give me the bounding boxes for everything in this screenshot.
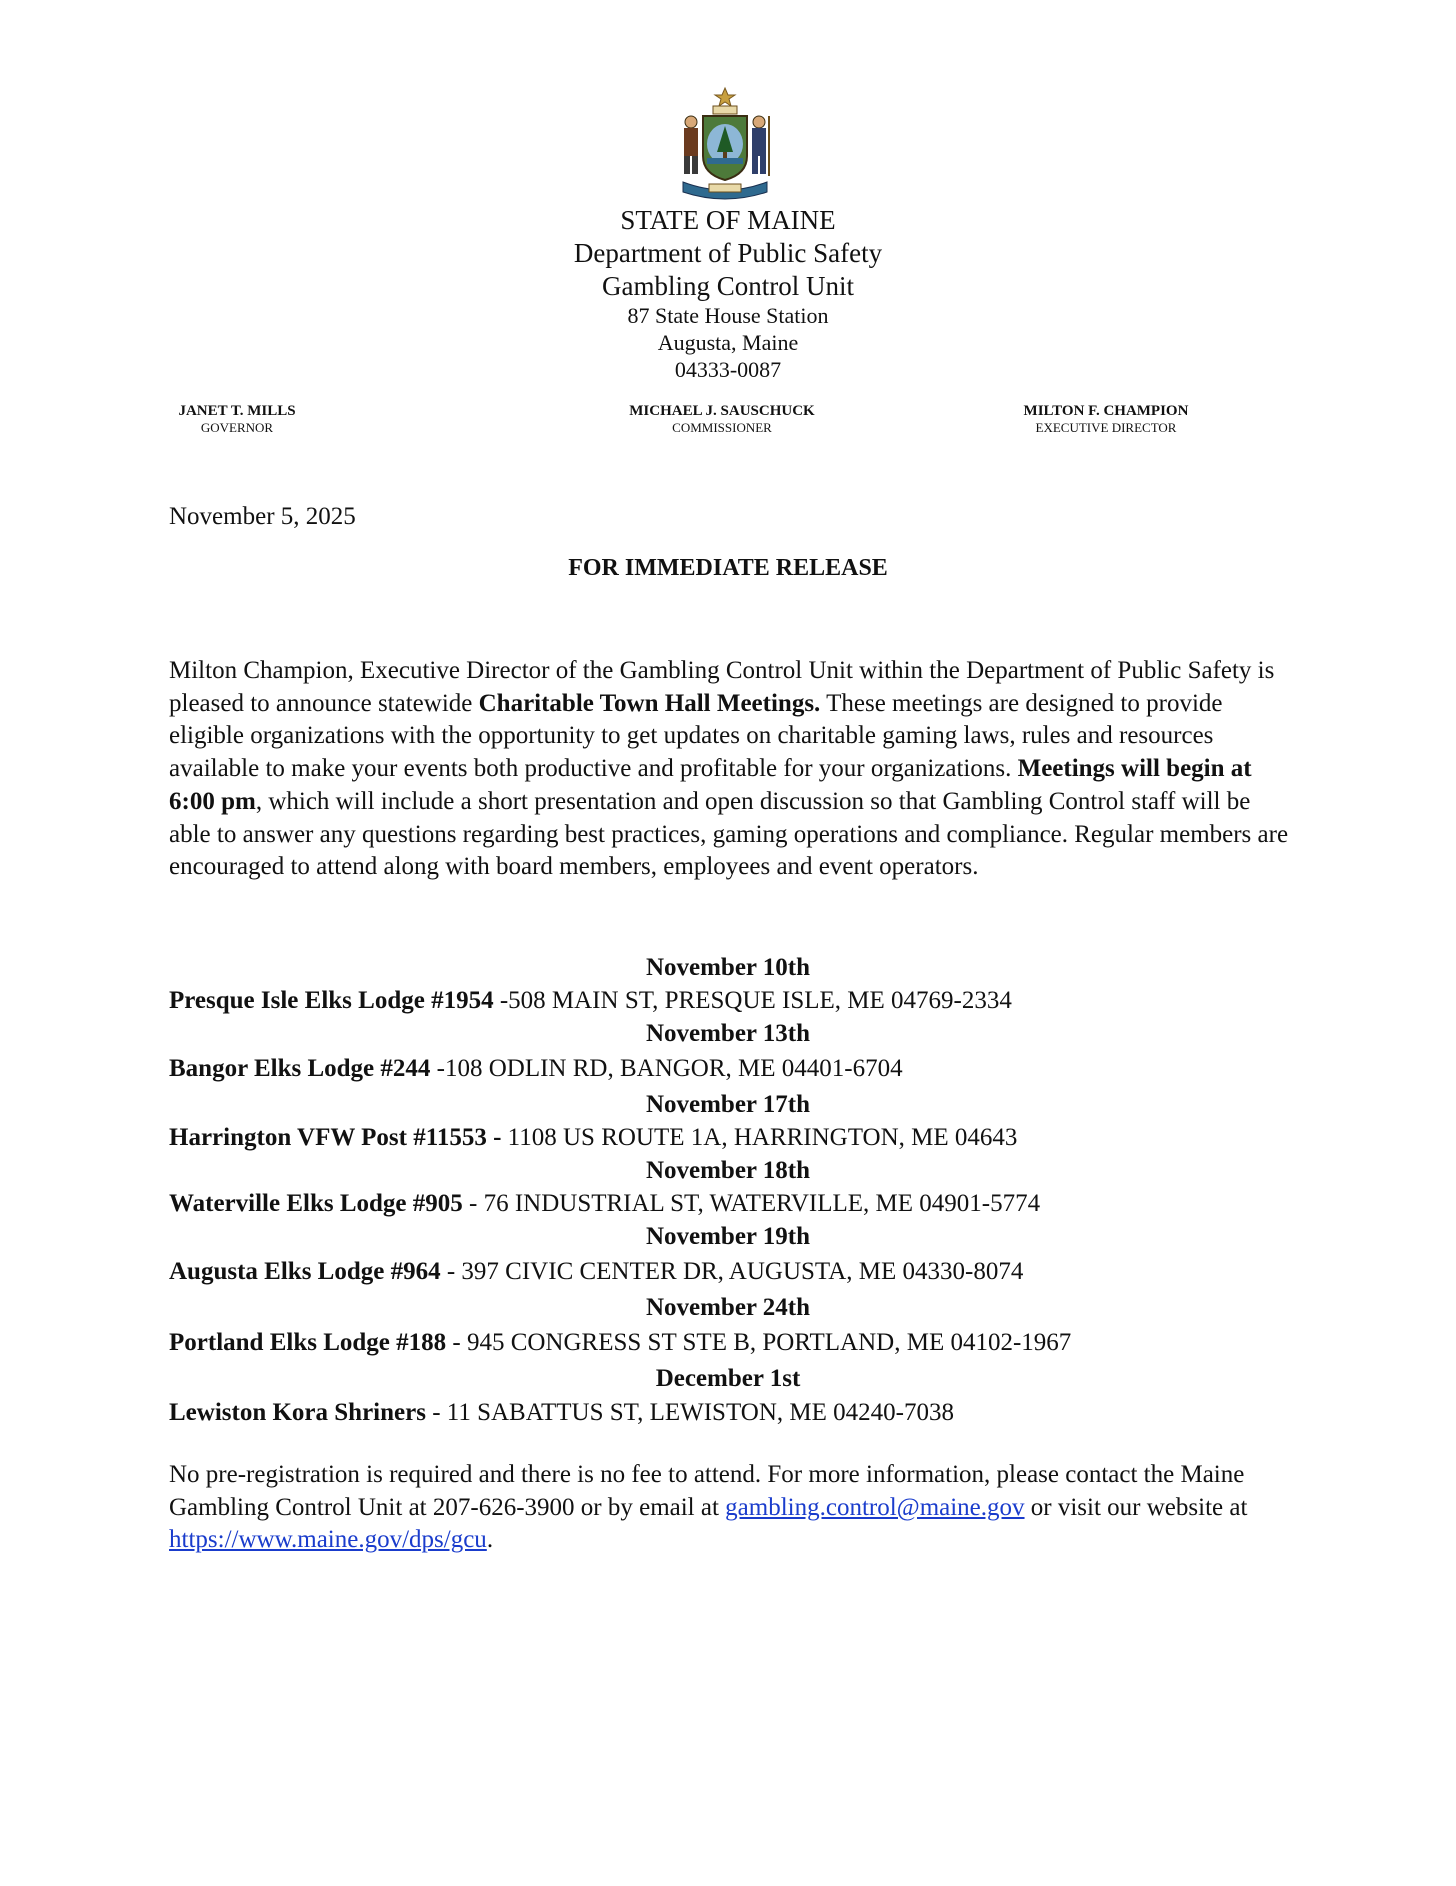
address-line: 04333-0087 [674,357,782,382]
event-venue: Portland Elks Lodge #188 [169,1329,447,1356]
address-line: 87 State House Station [627,303,829,328]
event-address: - 945 CONGRESS ST STE B, PORTLAND, ME 04102-1967 [446,1329,1072,1356]
event-date: November 13th [645,1020,811,1047]
official-title: EXECUTIVE DIRECTOR [1035,420,1177,435]
official-governor [97,402,377,436]
event-location [169,1328,1319,1358]
closing-text: . [486,1526,494,1554]
maine-state-seal-icon [673,86,777,202]
event-location [169,986,1319,1016]
state-name: STATE OF MAINE [620,205,836,235]
event-date: December 1st [655,1365,801,1392]
closing-paragraph [169,1459,1289,1557]
event-address: - 11 SABATTUS ST, LEWISTON, ME 04240-7038 [425,1399,954,1426]
release-heading: FOR IMMEDIATE RELEASE [568,555,888,581]
event-address: - 397 CIVIC CENTER DR, AUGUSTA, ME 04330-8074 [440,1258,1024,1285]
event-date: November 24th [645,1294,811,1321]
release-date: November 5, 2025 [169,503,356,530]
official-executive-director [966,402,1246,436]
event-venue: Harrington VFW Post #11553 - [169,1124,502,1151]
official-title: COMMISSIONER [672,420,772,435]
event-location [169,1189,1319,1219]
official-name: JANET T. MILLS [178,403,296,419]
event-location [169,1398,1319,1428]
event-address: -508 MAIN ST, PRESQUE ISLE, ME 04769-2334 [493,987,1012,1014]
event-venue: Presque Isle Elks Lodge #1954 [169,987,494,1014]
address-line: Augusta, Maine [657,330,799,355]
closing-text: No pre-registration is required and there is no fee to attend. For more information, please contact the Maine Gambling Control Unit at 207-626-3900 or by email at [169,1461,1245,1521]
official-name: MICHAEL J. SAUSCHUCK [629,403,815,419]
event-location [169,1123,1319,1153]
event-date: November 19th [645,1223,811,1250]
intro-text: These meetings are designed to provide eligible organizations with the opportunity to get updates on charitable gaming laws, rules and resources available to make your events both productive and profitable for your organizations. [169,689,1223,783]
intro-text: Milton Champion, Executive Director of the Gambling Control Unit within the Department of Public Safety is pleased to announce statewide [169,657,1275,717]
event-address: 1108 US ROUTE 1A, HARRINGTON, ME 04643 [501,1124,1018,1151]
intro-emphasis: Meetings will begin at 6:00 pm [169,755,1252,815]
event-location [169,1054,1319,1084]
event-address: -108 ODLIN RD, BANGOR, ME 04401-6704 [430,1055,903,1082]
event-address: - 76 INDUSTRIAL ST, WATERVILLE, ME 04901-5774 [462,1190,1041,1217]
official-name: MILTON F. CHAMPION [1023,403,1189,419]
event-venue: Lewiston Kora Shriners [169,1399,426,1426]
closing-text: or visit our website at [1024,1493,1248,1521]
intro-text: , which will include a short presentation and open discussion so that Gambling Control staff will be able to answer any questions regarding best practices, gaming operations and compliance. Regular members are encouraged to attend along with board members, employees and event operators. [169,787,1289,881]
event-date: November 10th [645,954,811,981]
official-title: GOVERNOR [200,420,274,435]
event-venue: Bangor Elks Lodge #244 [169,1055,431,1082]
official-commissioner [582,402,862,436]
event-venue: Augusta Elks Lodge #964 [169,1258,441,1285]
email-link[interactable]: gambling.control@maine.gov [725,1493,1025,1521]
intro-paragraph [169,655,1289,884]
event-date: November 18th [645,1157,811,1184]
event-venue: Waterville Elks Lodge #905 [169,1190,463,1217]
intro-emphasis: Charitable Town Hall Meetings. [478,689,821,717]
event-date: November 17th [645,1091,811,1118]
unit-name: Gambling Control Unit [602,271,854,301]
department-name: Department of Public Safety [573,238,883,268]
event-location [169,1257,1319,1287]
website-link[interactable]: https://www.maine.gov/dps/gcu [169,1526,487,1554]
